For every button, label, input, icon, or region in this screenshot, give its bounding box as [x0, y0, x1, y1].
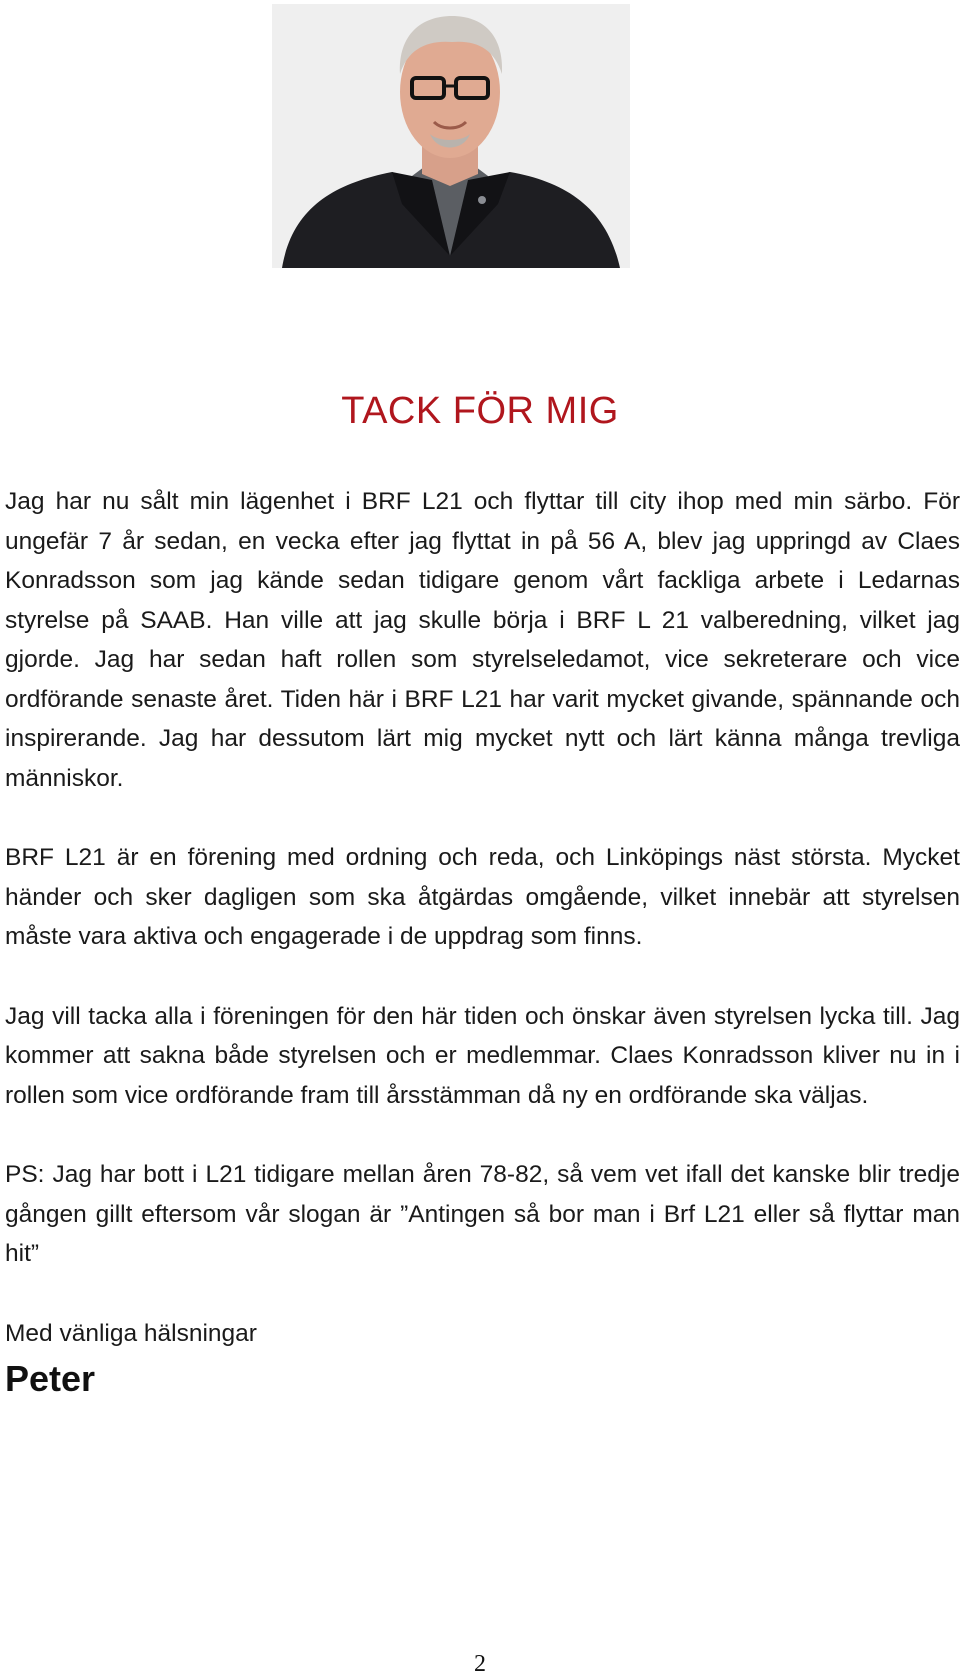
paragraph-association: BRF L21 är en förening med ordning och reda, och Linköpings näst största. Mycket händer och sker dagligen som ska åtgärdas omgående, vilket innebär att styrelsen måste vara aktiva och engagerade i de uppdrag som finns.	[5, 844, 960, 950]
paragraph-thanks: Jag vill tacka alla i föreningen för den här tiden och önskar även styrelsen lycka till. Jag kommer att sakna både styrelsen och er medlemmar. Claes Konradsson kliver nu in i rollen som vice ordförande fram till årsstämman då ny en ordförande ska väljas.	[5, 1002, 960, 1109]
paragraph-spacer	[5, 957, 960, 997]
letter-body	[5, 482, 960, 1399]
paragraph-spacer	[5, 1115, 960, 1155]
paragraph-postscript: PS: Jag har bott i L21 tidigare mellan åren 78-82, så vem vet ifall det kanske blir tredje gången gillt eftersom vår slogan är ”Antingen så bor man i Brf L21 eller så flyttar man hit”	[5, 1161, 960, 1267]
paragraph-spacer	[5, 1274, 960, 1314]
paragraph-intro: Jag har nu sålt min lägenhet i BRF L21 och flyttar till city ihop med min särbo. För ungefär 7 år sedan, en vecka efter jag flyttat in på 56 A, blev jag uppringd av Claes Konradsson som jag kände sedan tidigare genom vårt fackliga arbete i Ledarnas styrelse på SAAB. Han ville att jag skulle börja i BRF L 21 valberedning, vilket jag gjorde. Jag har sedan haft rollen som styrelseledamot, vice sekreterare och vice ordförande senaste året. Tiden här i BRF L21 har varit mycket givande, spännande och inspirerande. Jag har dessutom lärt mig mycket nytt och lärt känna många trevliga människor.	[5, 488, 960, 792]
closing-greeting: Med vänliga hälsningar	[5, 1319, 257, 1347]
page-title: TACK FÖR MIG	[341, 390, 619, 432]
signature-name: Peter	[5, 1358, 96, 1399]
paragraph-spacer	[5, 798, 960, 838]
page-number: 2	[474, 1651, 486, 1677]
portrait-illustration	[272, 4, 630, 268]
author-portrait-photo	[272, 4, 630, 268]
